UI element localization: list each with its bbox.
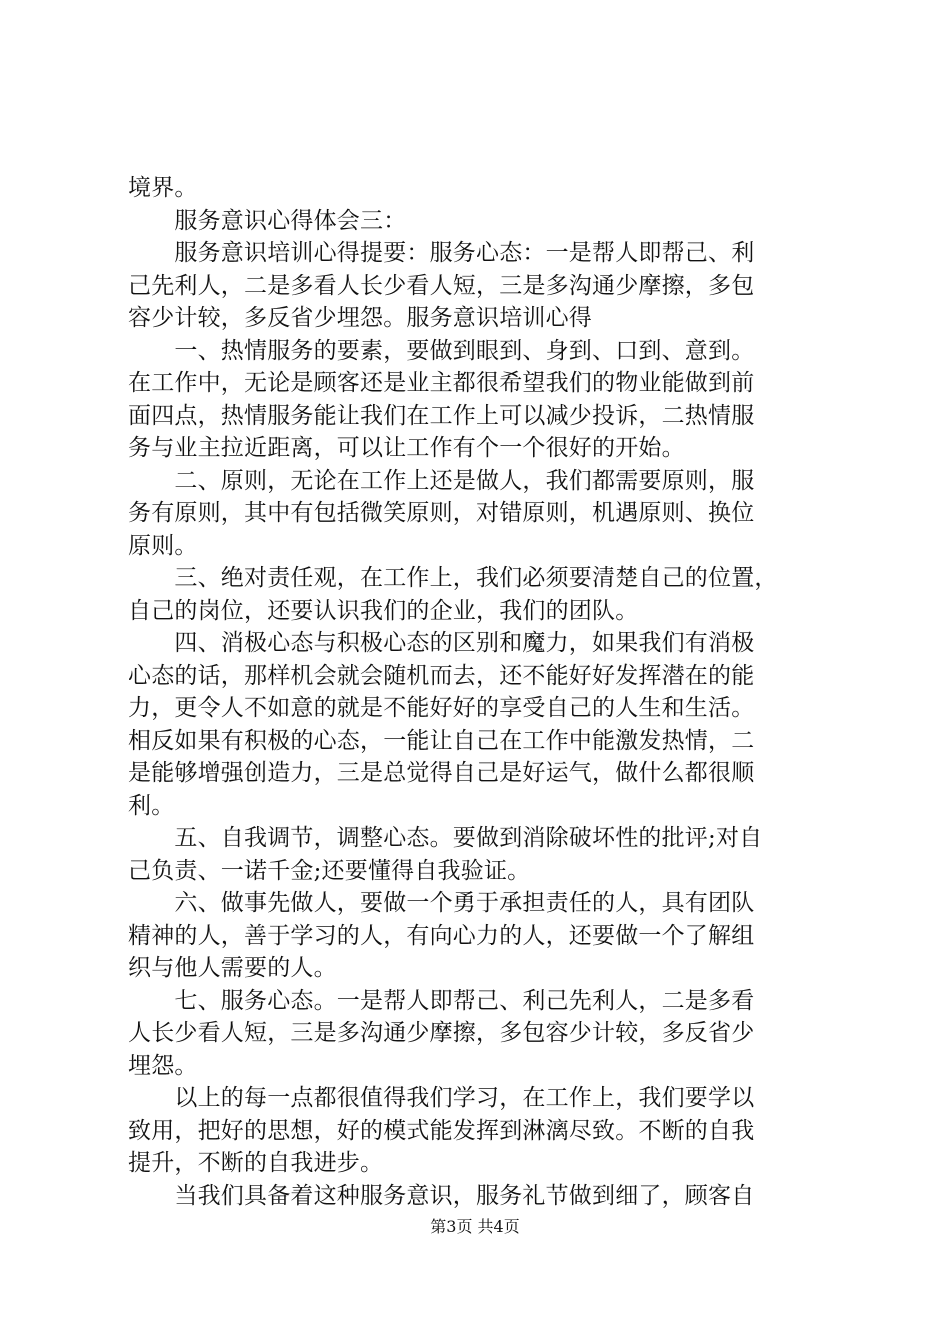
text-line: 一、热情服务的要素，要做到眼到、身到、口到、意到。 [128,337,755,364]
page-number-footer: 第3页 共4页 [430,1217,520,1236]
text-line: 二、原则，无论在工作上还是做人，我们都需要原则，服 [128,467,755,494]
text-line: 精神的人，善于学习的人，有向心力的人，还要做一个了解组 [128,922,755,949]
text-line: 容少计较，多反省少埋怨。服务意识培训心得 [128,305,592,331]
text-line: 在工作中，无论是顾客还是业主都很希望我们的物业能做到前 [128,370,755,396]
text-line: 境界。 [128,175,198,201]
text-line: 三、绝对责任观，在工作上，我们必须要清楚自己的位置， [128,565,778,591]
text-line: 埋怨。 [128,1052,198,1079]
text-line: 四、消极心态与积极心态的区别和魔力，如果我们有消极 [128,630,755,656]
document-body [128,172,832,1212]
text-line: 相反如果有积极的心态，一能让自己在工作中能激发热情，二 [128,727,755,754]
text-line: 当我们具备着这种服务意识，服务礼节做到细了，顾客自 [128,1182,755,1209]
text-line: 服务意识心得体会三： [128,207,407,234]
text-line: 六、做事先做人，要做一个勇于承担责任的人，具有团队 [128,890,755,916]
text-line: 是能够增强创造力，三是总觉得自己是好运气，做什么都很顺 [128,760,755,786]
text-line: 织与他人需要的人。 [128,955,337,981]
text-line: 以上的每一点都很值得我们学习，在工作上，我们要学以 [128,1085,755,1111]
text-line: 务与业主拉近距离，可以让工作有个一个很好的开始。 [128,435,685,461]
text-line: 人长少看人短，三是多沟通少摩擦，多包容少计较，多反省少 [128,1020,755,1046]
text-line: 务有原则，其中有包括微笑原则，对错原则，机遇原则、换位 [128,500,755,526]
text-line: 面四点，热情服务能让我们在工作上可以减少投诉，二热情服 [128,402,755,429]
text-line: 提升，不断的自我进步。 [128,1150,384,1176]
text-line: 利。 [128,792,175,819]
text-line: 五、自我调节，调整心态。要做到消除破坏性的批评;对自 [128,825,763,851]
text-line: 七、服务心态。一是帮人即帮己、利己先利人，二是多看 [128,987,755,1014]
text-line: 原则。 [128,532,198,559]
text-line: 致用，把好的思想，好的模式能发挥到淋漓尽致。不断的自我 [128,1117,755,1144]
text-line: 己负责、一诺千金;还要懂得自我验证。 [128,857,531,884]
text-line: 心态的话，那样机会就会随机而去，还不能好好发挥潜在的能 [128,662,755,689]
text-line: 力，更令人不如意的就是不能好好的享受自己的人生和生活。 [128,695,755,721]
text-line: 自己的岗位，还要认识我们的企业，我们的团队。 [128,597,639,624]
text-line: 服务意识培训心得提要：服务心态：一是帮人即帮己、利 [128,240,755,266]
text-line: 己先利人，二是多看人长少看人短，三是多沟通少摩擦，多包 [128,272,755,299]
